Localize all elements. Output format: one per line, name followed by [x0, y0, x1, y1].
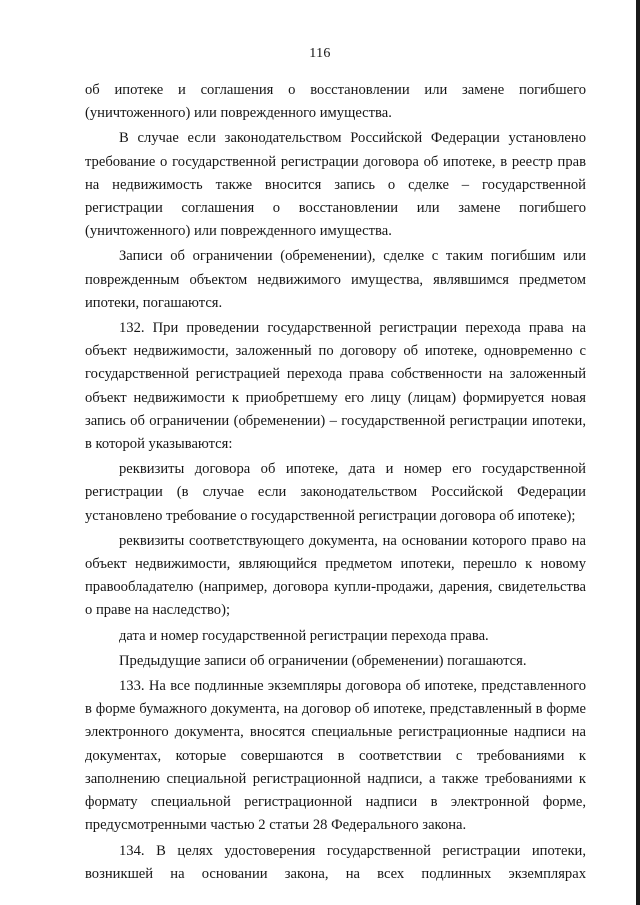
paragraph-transfer-document-details: реквизиты соответствующего документа, на основании которого право на объект недвижимости, являющийся предметом ипотеки, перешло к новому правообладателю (например, договора купли-продажи, дарения, свидетельства о праве на наследство); — [85, 532, 586, 619]
paragraph-mortgage-agreement-continuation: об ипотеке и соглашения о восстановлении или замене погибшего (уничтоженного) или поврежденного имущества. — [85, 82, 586, 122]
document-body — [85, 79, 586, 886]
paragraph-registration-requirement: В случае если законодательством Российской Федерации установлено требование о государственной регистрации договора об ипотеке, в реестр прав на недвижимость также вносится запись о сделке – государственной регистрации соглашения о восстановлении или замене погибшего (уничтоженного) или поврежденного имущества. — [85, 130, 586, 240]
paragraph-records-cancelled: Записи об ограничении (обременении), сделке с таким погибшим или поврежденным объектом недвижимого имущества, являвшимся предметом ипотеки, погашаются. — [85, 248, 586, 311]
paragraph-previous-records-cancelled: Предыдущие записи об ограничении (обременении) погашаются. — [119, 652, 527, 669]
paragraph-transfer-registration-date: дата и номер государственной регистрации перехода права. — [119, 627, 489, 644]
paragraph-clause-132: 132. При проведении государственной регистрации перехода права на объект недвижимости, заложенный по договору об ипотеке, одновременно с государственной регистрацией перехода права собственности на заложенный объект недвижимости к приобретшему его лицу (лицам) формируется новая запись об ограничении (обременении) – государственной регистрации ипотеки, в которой указываются: — [85, 320, 586, 453]
paragraph-clause-134: 134. В целях удостоверения государственной регистрации ипотеки, возникшей на основании закона, на всех подлинных экземплярах — [85, 842, 586, 882]
scan-edge — [636, 0, 640, 905]
page-number: 116 — [309, 46, 331, 61]
paragraph-clause-133: 133. На все подлинные экземпляры договора об ипотеке, представленного в форме бумажного документа, на договор об ипотеке, представленный в форме электронного документа, вносятся специальные регистрационные надписи на документах, которые совершаются в соответствии с требованиями к заполнению специальной регистрационной надписи, а также требованиями к формату специальной регистрационной надписи в электронной форме, предусмотренными частью 2 статьи 28 Федерального закона. — [85, 678, 586, 834]
paragraph-mortgage-agreement-details: реквизиты договора об ипотеке, дата и номер его государственной регистрации (в случае если законодательством Российской Федерации установлено требование о государственной регистрации договора об ипотеке); — [85, 461, 586, 524]
